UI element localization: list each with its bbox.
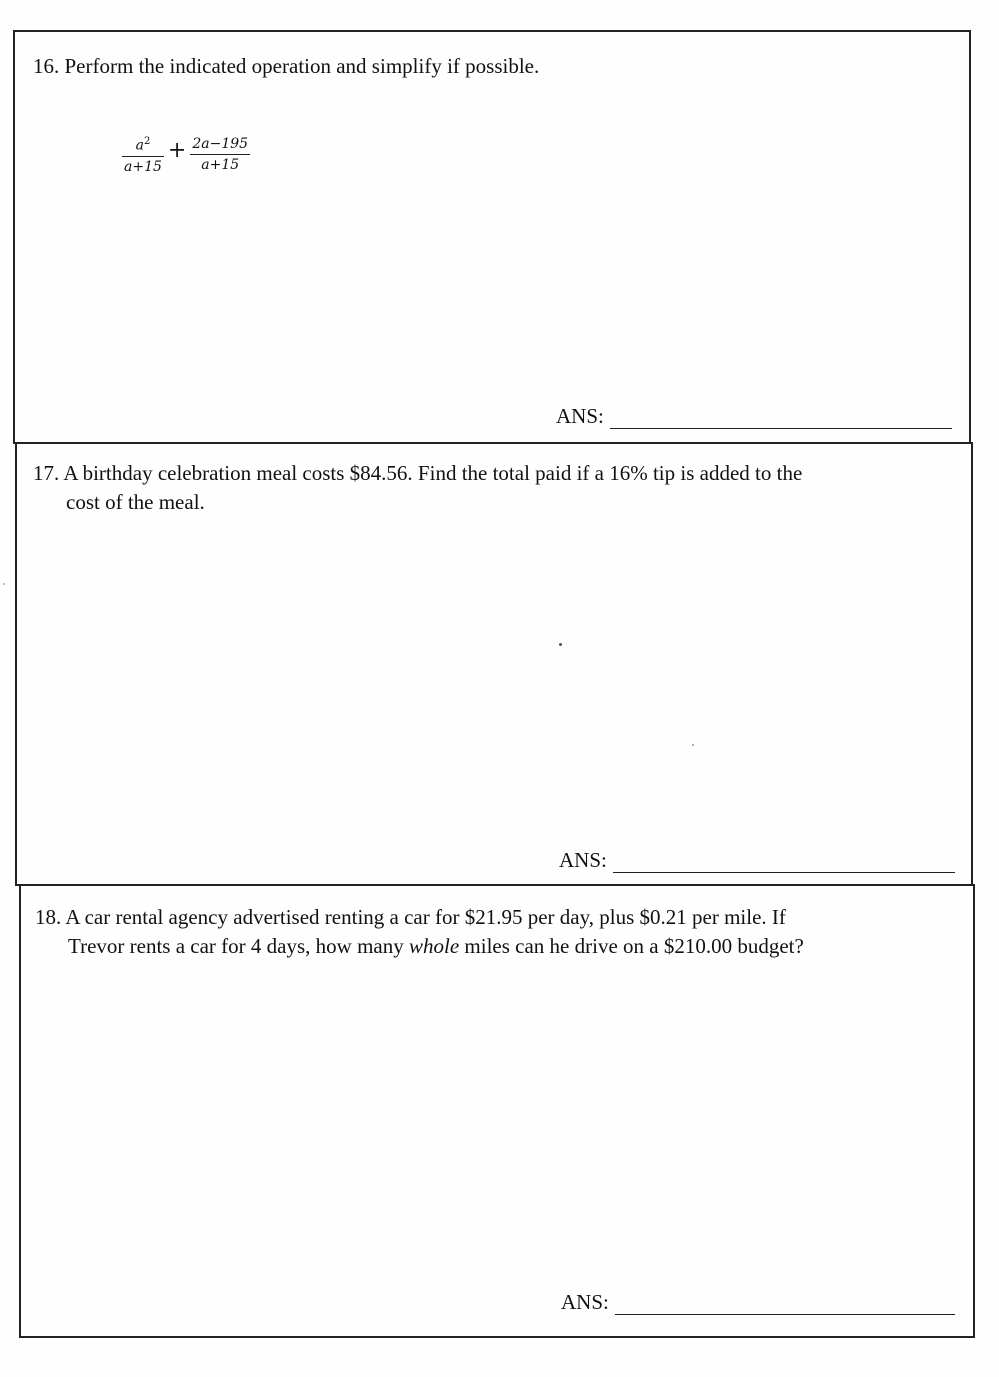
fraction-1 — [122, 132, 164, 177]
question-18-line-1: A car rental agency advertised renting a car for $21.95 per day, plus $0.21 per mile. If — [65, 905, 786, 929]
fraction-1-denominator: a+15 — [124, 159, 162, 176]
answer-16-blank[interactable] — [610, 410, 952, 429]
question-17-box — [15, 442, 973, 886]
question-18-emphasis-whole: whole — [408, 934, 460, 958]
answer-18-label: ANS: — [561, 1290, 609, 1314]
answer-18 — [561, 1290, 955, 1315]
question-18-line-2-end: miles can he drive on a $210.00 budget? — [459, 934, 804, 958]
scan-speck — [3, 583, 5, 585]
answer-18-blank[interactable] — [615, 1296, 955, 1315]
rational-expression — [122, 132, 250, 177]
question-16-prompt — [33, 52, 539, 81]
question-18-number: 18. — [35, 905, 62, 929]
plus-operator: + — [167, 138, 187, 164]
answer-17-label: ANS: — [559, 848, 607, 872]
question-17-line-1: A birthday celebration meal costs $84.56. Find the total paid if a 16% tip is added to the — [63, 461, 803, 485]
question-16-box — [13, 30, 971, 444]
answer-17 — [559, 848, 955, 873]
fraction-1-numerator-exponent: 2 — [143, 136, 151, 147]
question-16-text: Perform the indicated operation and simplify if possible. — [64, 54, 540, 78]
fraction-1-numerator-base: a — [135, 137, 144, 154]
scan-speck — [559, 643, 562, 646]
question-16-number: 16. — [33, 54, 60, 78]
answer-16 — [556, 404, 952, 429]
fraction-2 — [190, 134, 250, 176]
question-17-line-2: cost of the meal. — [66, 490, 205, 514]
fraction-2-numerator: 2a−195 — [192, 135, 249, 152]
question-18-line-2-start: Trevor rents a car for 4 days, how many — [68, 934, 409, 958]
scan-speck — [692, 744, 694, 746]
fraction-2-denominator: a+15 — [201, 157, 240, 174]
question-17-prompt — [33, 459, 802, 517]
question-17-number: 17. — [33, 461, 60, 485]
answer-17-blank[interactable] — [613, 854, 955, 873]
question-18-prompt — [35, 903, 804, 961]
question-18-box — [19, 884, 975, 1338]
answer-16-label: ANS: — [556, 404, 604, 428]
fraction-1-numerator — [134, 132, 153, 156]
question-18-line-2 — [35, 932, 804, 961]
